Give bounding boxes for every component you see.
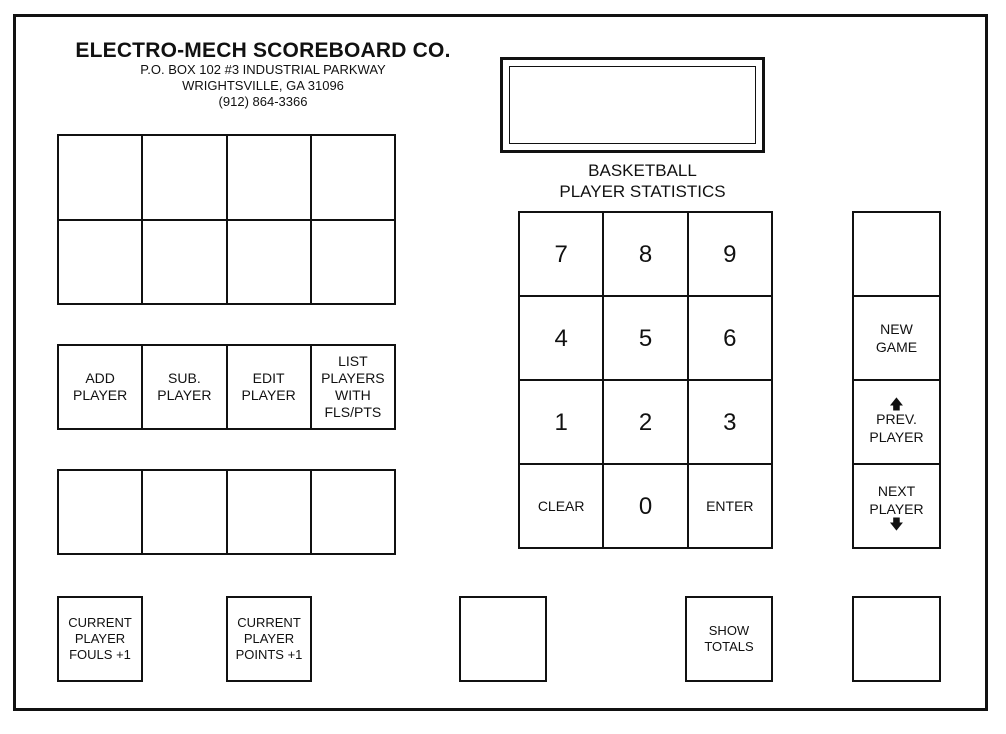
next-player-label-2: PLAYER	[869, 501, 924, 517]
numeric-keypad	[518, 211, 773, 549]
key-2[interactable]: 2	[604, 381, 686, 463]
key-7[interactable]: 7	[520, 213, 602, 295]
add-player-button[interactable]	[59, 346, 141, 428]
current-player-fouls-button[interactable]	[57, 596, 143, 682]
blank-key[interactable]	[312, 221, 394, 304]
fouls-label-3: FOULS +1	[69, 647, 131, 662]
blank-key[interactable]	[143, 471, 225, 553]
enter-button[interactable]: ENTER	[689, 465, 771, 547]
title-line2: PLAYER STATISTICS	[559, 182, 726, 201]
next-player-label-1: NEXT	[877, 483, 916, 499]
blank-key[interactable]	[228, 221, 310, 304]
list-players-button[interactable]	[312, 346, 394, 428]
list-players-label-1: LIST	[338, 353, 368, 369]
list-players-label-3: WITH	[334, 387, 371, 403]
navigation-keys	[852, 211, 941, 549]
key-0[interactable]: 0	[604, 465, 686, 547]
points-label-2: PLAYER	[243, 631, 295, 646]
arrow-down-icon: 🡇	[889, 516, 904, 532]
points-label-3: POINTS +1	[235, 647, 303, 662]
blank-key[interactable]	[228, 136, 310, 219]
fouls-label-1: CURRENT	[68, 615, 132, 630]
show-totals-label-1: SHOW	[708, 623, 750, 638]
clear-button[interactable]: CLEAR	[520, 465, 602, 547]
points-label-1: CURRENT	[237, 615, 301, 630]
key-9[interactable]: 9	[689, 213, 771, 295]
key-1[interactable]: 1	[520, 381, 602, 463]
company-header	[58, 40, 468, 110]
key-5[interactable]: 5	[604, 297, 686, 379]
prev-player-button[interactable]	[854, 381, 939, 463]
title-line1: BASKETBALL	[588, 161, 697, 180]
sub-player-label-2: PLAYER	[157, 387, 212, 403]
show-totals-label-2: TOTALS	[704, 639, 754, 654]
blank-key-grid-top	[57, 134, 396, 305]
company-address-line2: WRIGHTSVILLE, GA 31096	[182, 78, 344, 93]
blank-key[interactable]	[228, 471, 310, 553]
prev-player-label-1: PREV.	[876, 411, 917, 427]
blank-key[interactable]	[143, 221, 225, 304]
panel-title	[520, 160, 765, 202]
edit-player-button[interactable]	[228, 346, 310, 428]
blank-key[interactable]	[59, 471, 141, 553]
company-name: ELECTRO-MECH SCOREBOARD CO.	[75, 39, 451, 62]
blank-key[interactable]	[854, 213, 939, 295]
lcd-display-window	[509, 66, 756, 144]
current-player-points-button[interactable]	[226, 596, 312, 682]
new-game-button[interactable]	[854, 297, 939, 379]
next-player-button[interactable]	[854, 465, 939, 547]
new-game-label-1: NEW	[880, 321, 913, 337]
blank-key[interactable]	[143, 136, 225, 219]
sub-player-button[interactable]	[143, 346, 225, 428]
key-8[interactable]: 8	[604, 213, 686, 295]
blank-key[interactable]	[59, 221, 141, 304]
add-player-label-2: PLAYER	[73, 387, 128, 403]
new-game-label-2: GAME	[875, 339, 918, 355]
blank-key[interactable]	[459, 596, 547, 682]
blank-key[interactable]	[59, 136, 141, 219]
key-3[interactable]: 3	[689, 381, 771, 463]
blank-key[interactable]	[312, 136, 394, 219]
list-players-label-4: FLS/PTS	[324, 404, 382, 420]
show-totals-button[interactable]	[685, 596, 773, 682]
blank-key[interactable]	[312, 471, 394, 553]
list-players-label-2: PLAYERS	[321, 370, 385, 386]
blank-key-grid-bottom	[57, 469, 396, 555]
key-4[interactable]: 4	[520, 297, 602, 379]
lcd-display	[500, 57, 765, 153]
add-player-label-1: ADD	[85, 370, 115, 386]
player-function-keys	[57, 344, 396, 430]
company-address-line1: P.O. BOX 102 #3 INDUSTRIAL PARKWAY	[140, 62, 386, 77]
company-phone: (912) 864-3366	[218, 94, 308, 109]
fouls-label-2: PLAYER	[74, 631, 126, 646]
key-6[interactable]: 6	[689, 297, 771, 379]
blank-key[interactable]	[852, 596, 941, 682]
edit-player-label-1: EDIT	[252, 370, 285, 386]
arrow-up-icon: 🡅	[889, 396, 904, 412]
prev-player-label-2: PLAYER	[869, 429, 924, 445]
sub-player-label-1: SUB.	[168, 370, 201, 386]
edit-player-label-2: PLAYER	[241, 387, 296, 403]
